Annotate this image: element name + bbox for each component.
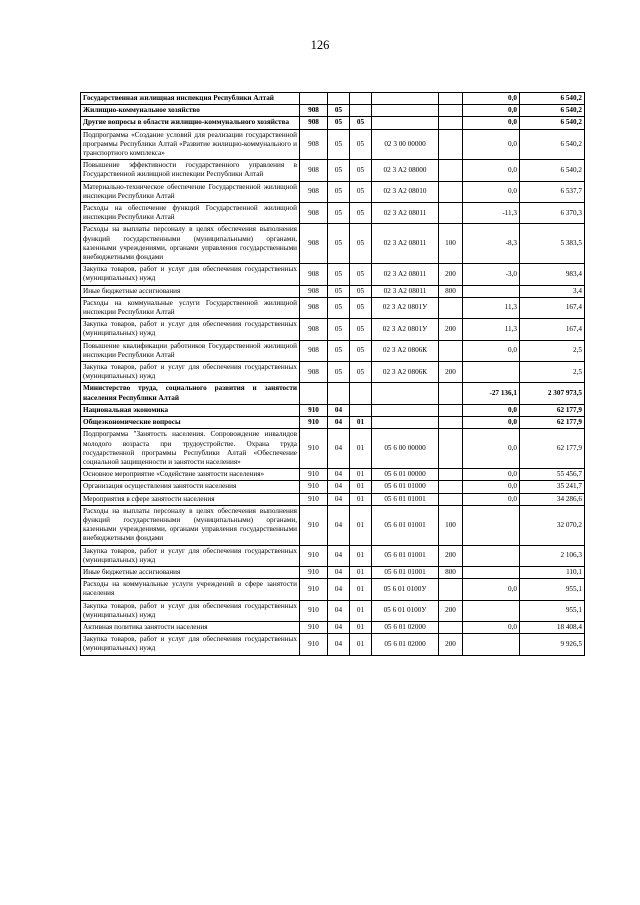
change-amount-cell: 11,3 (463, 319, 520, 340)
subsection-code-cell: 01 (350, 481, 372, 493)
target-article-cell: 02 3 00 00000 (372, 129, 439, 160)
subsection-code-cell: 01 (350, 634, 372, 655)
total-amount-cell: 110,1 (520, 566, 585, 578)
page-number: 126 (310, 38, 330, 52)
change-amount-cell: 0,0 (463, 93, 520, 105)
ministry-code-cell: 910 (300, 404, 328, 416)
change-amount-cell (463, 362, 520, 383)
total-amount-cell: 62 177,9 (520, 429, 585, 469)
target-article-cell: 05 6 01 02000 (372, 634, 439, 655)
ministry-code-cell: 908 (300, 340, 328, 361)
row-name-cell: Закупка товаров, работ и услуг для обеспечения государственных (муниципальных) нужд (81, 545, 300, 566)
subsection-code-cell: 05 (350, 129, 372, 160)
change-amount-cell: -3,0 (463, 264, 520, 285)
table-row (81, 417, 585, 429)
change-amount-cell: 0,0 (463, 181, 520, 202)
subsection-code-cell (350, 383, 372, 404)
table-row (81, 600, 585, 621)
section-code-cell (328, 93, 350, 105)
ministry-code-cell: 910 (300, 621, 328, 633)
change-amount-cell (463, 505, 520, 545)
subsection-code-cell: 01 (350, 493, 372, 505)
table-row (81, 469, 585, 481)
target-article-cell (372, 117, 439, 129)
total-amount-cell: 62 177,9 (520, 417, 585, 429)
change-amount-cell (463, 600, 520, 621)
total-amount-cell: 167,4 (520, 319, 585, 340)
total-amount-cell: 955,1 (520, 600, 585, 621)
expense-type-cell (439, 129, 463, 160)
change-amount-cell (463, 285, 520, 297)
expense-type-cell (439, 117, 463, 129)
subsection-code-cell: 05 (350, 160, 372, 181)
subsection-code-cell: 05 (350, 297, 372, 318)
expense-type-cell: 200 (439, 634, 463, 655)
subsection-code-cell: 05 (350, 264, 372, 285)
subsection-code-cell (350, 93, 372, 105)
section-code-cell: 05 (328, 264, 350, 285)
table-row (81, 429, 585, 469)
change-amount-cell: 0,0 (463, 469, 520, 481)
table-row (81, 297, 585, 318)
table-row (81, 481, 585, 493)
subsection-code-cell: 05 (350, 117, 372, 129)
table-row (81, 404, 585, 416)
section-code-cell: 05 (328, 203, 350, 224)
change-amount-cell: 0,0 (463, 129, 520, 160)
ministry-code-cell: 908 (300, 160, 328, 181)
ministry-code-cell: 910 (300, 545, 328, 566)
target-article-cell: 02 3 А2 08000 (372, 160, 439, 181)
target-article-cell: 05 6 01 01001 (372, 566, 439, 578)
ministry-code-cell: 910 (300, 505, 328, 545)
total-amount-cell: 167,4 (520, 297, 585, 318)
expense-type-cell (439, 469, 463, 481)
row-name-cell: Повышение эффективности государственного управления в Государственной жилищной инспекции Республики Алтай (81, 160, 300, 181)
row-name-cell: Жилищно-коммунальное хозяйство (81, 105, 300, 117)
ministry-code-cell: 910 (300, 417, 328, 429)
ministry-code-cell: 908 (300, 181, 328, 202)
row-name-cell: Иные бюджетные ассигнования (81, 285, 300, 297)
total-amount-cell: 32 070,2 (520, 505, 585, 545)
table-row (81, 340, 585, 361)
expense-type-cell (439, 297, 463, 318)
table-row (81, 105, 585, 117)
total-amount-cell: 6 540,2 (520, 117, 585, 129)
ministry-code-cell: 910 (300, 566, 328, 578)
section-code-cell: 05 (328, 340, 350, 361)
change-amount-cell: 0,0 (463, 579, 520, 600)
total-amount-cell: 955,1 (520, 579, 585, 600)
row-name-cell: Закупка товаров, работ и услуг для обеспечения государственных (муниципальных) нужд (81, 362, 300, 383)
target-article-cell: 02 3 А2 08011 (372, 285, 439, 297)
table-row (81, 181, 585, 202)
subsection-code-cell: 01 (350, 600, 372, 621)
row-name-cell: Министерство труда, социального развития и занятости населения Республики Алтай (81, 383, 300, 404)
expense-type-cell: 100 (439, 224, 463, 264)
ministry-code-cell (300, 383, 328, 404)
ministry-code-cell: 910 (300, 600, 328, 621)
expense-type-cell (439, 340, 463, 361)
target-article-cell (372, 383, 439, 404)
ministry-code-cell: 910 (300, 481, 328, 493)
target-article-cell: 05 6 00 00000 (372, 429, 439, 469)
total-amount-cell: 9 926,5 (520, 634, 585, 655)
section-code-cell: 04 (328, 469, 350, 481)
change-amount-cell: 0,0 (463, 160, 520, 181)
expense-type-cell (439, 181, 463, 202)
budget-table (80, 92, 585, 656)
expense-type-cell: 200 (439, 362, 463, 383)
row-name-cell: Повышение квалификации работников Государственной жилищной инспекции Республики Алтай (81, 340, 300, 361)
total-amount-cell: 2,5 (520, 362, 585, 383)
total-amount-cell: 2 106,3 (520, 545, 585, 566)
expense-type-cell (439, 579, 463, 600)
section-code-cell: 04 (328, 429, 350, 469)
section-code-cell: 05 (328, 129, 350, 160)
row-name-cell: Расходы на выплаты персоналу в целях обеспечения выполнения функций государственными (муниципальными) органами, казенными учреждениями, органами управления государственными внебюджетными фондами (81, 505, 300, 545)
expense-type-cell (439, 493, 463, 505)
ministry-code-cell: 908 (300, 297, 328, 318)
total-amount-cell: 18 408,4 (520, 621, 585, 633)
target-article-cell: 02 3 А2 0806К (372, 362, 439, 383)
ministry-code-cell: 910 (300, 634, 328, 655)
target-article-cell: 02 3 А2 08011 (372, 224, 439, 264)
target-article-cell (372, 105, 439, 117)
subsection-code-cell: 05 (350, 285, 372, 297)
ministry-code-cell: 910 (300, 429, 328, 469)
total-amount-cell: 6 540,2 (520, 105, 585, 117)
subsection-code-cell: 01 (350, 505, 372, 545)
subsection-code-cell (350, 105, 372, 117)
total-amount-cell: 6 540,2 (520, 93, 585, 105)
ministry-code-cell: 908 (300, 117, 328, 129)
table-row (81, 203, 585, 224)
expense-type-cell (439, 404, 463, 416)
table-row (81, 117, 585, 129)
change-amount-cell: 0,0 (463, 417, 520, 429)
section-code-cell: 05 (328, 362, 350, 383)
subsection-code-cell: 01 (350, 545, 372, 566)
change-amount-cell: 0,0 (463, 117, 520, 129)
section-code-cell: 04 (328, 600, 350, 621)
target-article-cell: 05 6 01 0100У (372, 600, 439, 621)
ministry-code-cell (300, 93, 328, 105)
expense-type-cell (439, 93, 463, 105)
section-code-cell: 04 (328, 621, 350, 633)
change-amount-cell: -8,3 (463, 224, 520, 264)
expense-type-cell: 800 (439, 285, 463, 297)
target-article-cell: 05 6 01 0100У (372, 579, 439, 600)
ministry-code-cell: 908 (300, 264, 328, 285)
row-name-cell: Расходы на обеспечение функций Государственной жилищной инспекции Республики Алтай (81, 203, 300, 224)
total-amount-cell: 6 370,3 (520, 203, 585, 224)
target-article-cell (372, 417, 439, 429)
change-amount-cell: 11,3 (463, 297, 520, 318)
row-name-cell: Организация осуществления занятости населения (81, 481, 300, 493)
target-article-cell: 02 3 А2 08011 (372, 203, 439, 224)
row-name-cell: Общеэкономические вопросы (81, 417, 300, 429)
section-code-cell: 04 (328, 545, 350, 566)
row-name-cell: Государственная жилищная инспекция Республики Алтай (81, 93, 300, 105)
row-name-cell: Национальная экономика (81, 404, 300, 416)
ministry-code-cell: 910 (300, 579, 328, 600)
row-name-cell: Расходы на коммунальные услуги учреждений в сфере занятости населения (81, 579, 300, 600)
subsection-code-cell: 05 (350, 224, 372, 264)
change-amount-cell: 0,0 (463, 340, 520, 361)
ministry-code-cell: 908 (300, 319, 328, 340)
section-code-cell (328, 383, 350, 404)
row-name-cell: Подпрограмма «Создание условий для реализации государственной программы Республики Алтай «Развитие жилищно-коммунального и транспортного комплекса» (81, 129, 300, 160)
section-code-cell: 04 (328, 505, 350, 545)
table-row (81, 224, 585, 264)
subsection-code-cell: 05 (350, 319, 372, 340)
table-row (81, 160, 585, 181)
table-row (81, 362, 585, 383)
subsection-code-cell: 05 (350, 362, 372, 383)
change-amount-cell (463, 545, 520, 566)
section-code-cell: 04 (328, 634, 350, 655)
table-row (81, 319, 585, 340)
target-article-cell (372, 93, 439, 105)
expense-type-cell: 200 (439, 600, 463, 621)
subsection-code-cell: 05 (350, 181, 372, 202)
expense-type-cell (439, 417, 463, 429)
expense-type-cell (439, 621, 463, 633)
table-row (81, 545, 585, 566)
row-name-cell: Закупка товаров, работ и услуг для обеспечения государственных (муниципальных) нужд (81, 600, 300, 621)
target-article-cell: 05 6 01 01001 (372, 493, 439, 505)
target-article-cell: 05 6 01 02000 (372, 621, 439, 633)
section-code-cell: 05 (328, 117, 350, 129)
change-amount-cell (463, 566, 520, 578)
table-row (81, 129, 585, 160)
row-name-cell: Расходы на выплаты персоналу в целях обеспечения выполнения функций государственными (муниципальными) органами, казенными учреждениями, органами управления государственными внебюджетными фондами (81, 224, 300, 264)
target-article-cell: 02 3 А2 0801У (372, 297, 439, 318)
subsection-code-cell: 01 (350, 566, 372, 578)
section-code-cell: 05 (328, 297, 350, 318)
subsection-code-cell (350, 404, 372, 416)
ministry-code-cell: 908 (300, 224, 328, 264)
target-article-cell (372, 404, 439, 416)
section-code-cell: 04 (328, 481, 350, 493)
target-article-cell: 02 3 А2 08011 (372, 264, 439, 285)
change-amount-cell (463, 634, 520, 655)
row-name-cell: Материально-техническое обеспечение Государственной жилищной инспекции Республики Алтай (81, 181, 300, 202)
row-name-cell: Закупка товаров, работ и услуг для обеспечения государственных (муниципальных) нужд (81, 634, 300, 655)
total-amount-cell: 2 307 973,5 (520, 383, 585, 404)
change-amount-cell: 0,0 (463, 481, 520, 493)
section-code-cell: 05 (328, 285, 350, 297)
target-article-cell: 05 6 01 01000 (372, 481, 439, 493)
subsection-code-cell: 01 (350, 417, 372, 429)
total-amount-cell: 6 540,2 (520, 129, 585, 160)
total-amount-cell: 3,4 (520, 285, 585, 297)
row-name-cell: Основное мероприятие «Содействие занятости населения» (81, 469, 300, 481)
ministry-code-cell: 908 (300, 129, 328, 160)
ministry-code-cell: 910 (300, 493, 328, 505)
subsection-code-cell: 01 (350, 429, 372, 469)
total-amount-cell: 5 383,5 (520, 224, 585, 264)
table-row (81, 634, 585, 655)
target-article-cell: 05 6 01 01001 (372, 505, 439, 545)
change-amount-cell: 0,0 (463, 429, 520, 469)
table-row (81, 285, 585, 297)
expense-type-cell (439, 203, 463, 224)
section-code-cell: 04 (328, 404, 350, 416)
section-code-cell: 04 (328, 566, 350, 578)
total-amount-cell: 2,5 (520, 340, 585, 361)
total-amount-cell: 983,4 (520, 264, 585, 285)
total-amount-cell: 62 177,9 (520, 404, 585, 416)
expense-type-cell: 200 (439, 264, 463, 285)
ministry-code-cell: 908 (300, 105, 328, 117)
expense-type-cell: 200 (439, 545, 463, 566)
expense-type-cell (439, 481, 463, 493)
row-name-cell: Иные бюджетные ассигнования (81, 566, 300, 578)
section-code-cell: 04 (328, 417, 350, 429)
total-amount-cell: 6 540,2 (520, 160, 585, 181)
change-amount-cell: -27 136,1 (463, 383, 520, 404)
expense-type-cell: 100 (439, 505, 463, 545)
expense-type-cell (439, 429, 463, 469)
expense-type-cell (439, 383, 463, 404)
table-body (81, 93, 585, 656)
section-code-cell: 05 (328, 319, 350, 340)
change-amount-cell: 0,0 (463, 493, 520, 505)
target-article-cell: 02 3 А2 08010 (372, 181, 439, 202)
total-amount-cell: 55 456,7 (520, 469, 585, 481)
section-code-cell: 04 (328, 493, 350, 505)
table-row (81, 621, 585, 633)
row-name-cell: Другие вопросы в области жилищно-коммунального хозяйства (81, 117, 300, 129)
section-code-cell: 05 (328, 224, 350, 264)
row-name-cell: Подпрограмма "Занятость населения. Сопровождение инвалидов молодого возраста при трудоустройстве. Охрана труда государственной программы Республики Алтай «Обеспечение социальной защищенности и занятости населения» (81, 429, 300, 469)
section-code-cell: 05 (328, 181, 350, 202)
subsection-code-cell: 01 (350, 621, 372, 633)
section-code-cell: 05 (328, 105, 350, 117)
change-amount-cell: 0,0 (463, 621, 520, 633)
change-amount-cell: 0,0 (463, 404, 520, 416)
section-code-cell: 04 (328, 579, 350, 600)
row-name-cell: Закупка товаров, работ и услуг для обеспечения государственных (муниципальных) нужд (81, 264, 300, 285)
table-row (81, 566, 585, 578)
row-name-cell: Мероприятия в сфере занятости населения (81, 493, 300, 505)
subsection-code-cell: 01 (350, 579, 372, 600)
ministry-code-cell: 908 (300, 285, 328, 297)
total-amount-cell: 35 241,7 (520, 481, 585, 493)
row-name-cell: Активная политика занятости населения (81, 621, 300, 633)
target-article-cell: 05 6 01 00000 (372, 469, 439, 481)
ministry-code-cell: 908 (300, 362, 328, 383)
change-amount-cell: 0,0 (463, 105, 520, 117)
table-row (81, 579, 585, 600)
target-article-cell: 02 3 А2 0801У (372, 319, 439, 340)
total-amount-cell: 6 537,7 (520, 181, 585, 202)
row-name-cell: Закупка товаров, работ и услуг для обеспечения государственных (муниципальных) нужд (81, 319, 300, 340)
table-row (81, 383, 585, 404)
section-code-cell: 05 (328, 160, 350, 181)
row-name-cell: Расходы на коммунальные услуги Государственной жилищной инспекции Республики Алтай (81, 297, 300, 318)
subsection-code-cell: 01 (350, 469, 372, 481)
ministry-code-cell: 908 (300, 203, 328, 224)
table-row (81, 505, 585, 545)
target-article-cell: 02 3 А2 0806К (372, 340, 439, 361)
ministry-code-cell: 910 (300, 469, 328, 481)
total-amount-cell: 34 286,6 (520, 493, 585, 505)
target-article-cell: 05 6 01 01001 (372, 545, 439, 566)
table-row (81, 264, 585, 285)
expense-type-cell: 200 (439, 319, 463, 340)
expense-type-cell (439, 160, 463, 181)
table-row (81, 493, 585, 505)
subsection-code-cell: 05 (350, 340, 372, 361)
table-row (81, 93, 585, 105)
subsection-code-cell: 05 (350, 203, 372, 224)
change-amount-cell: -11,3 (463, 203, 520, 224)
expense-type-cell: 800 (439, 566, 463, 578)
expense-type-cell (439, 105, 463, 117)
